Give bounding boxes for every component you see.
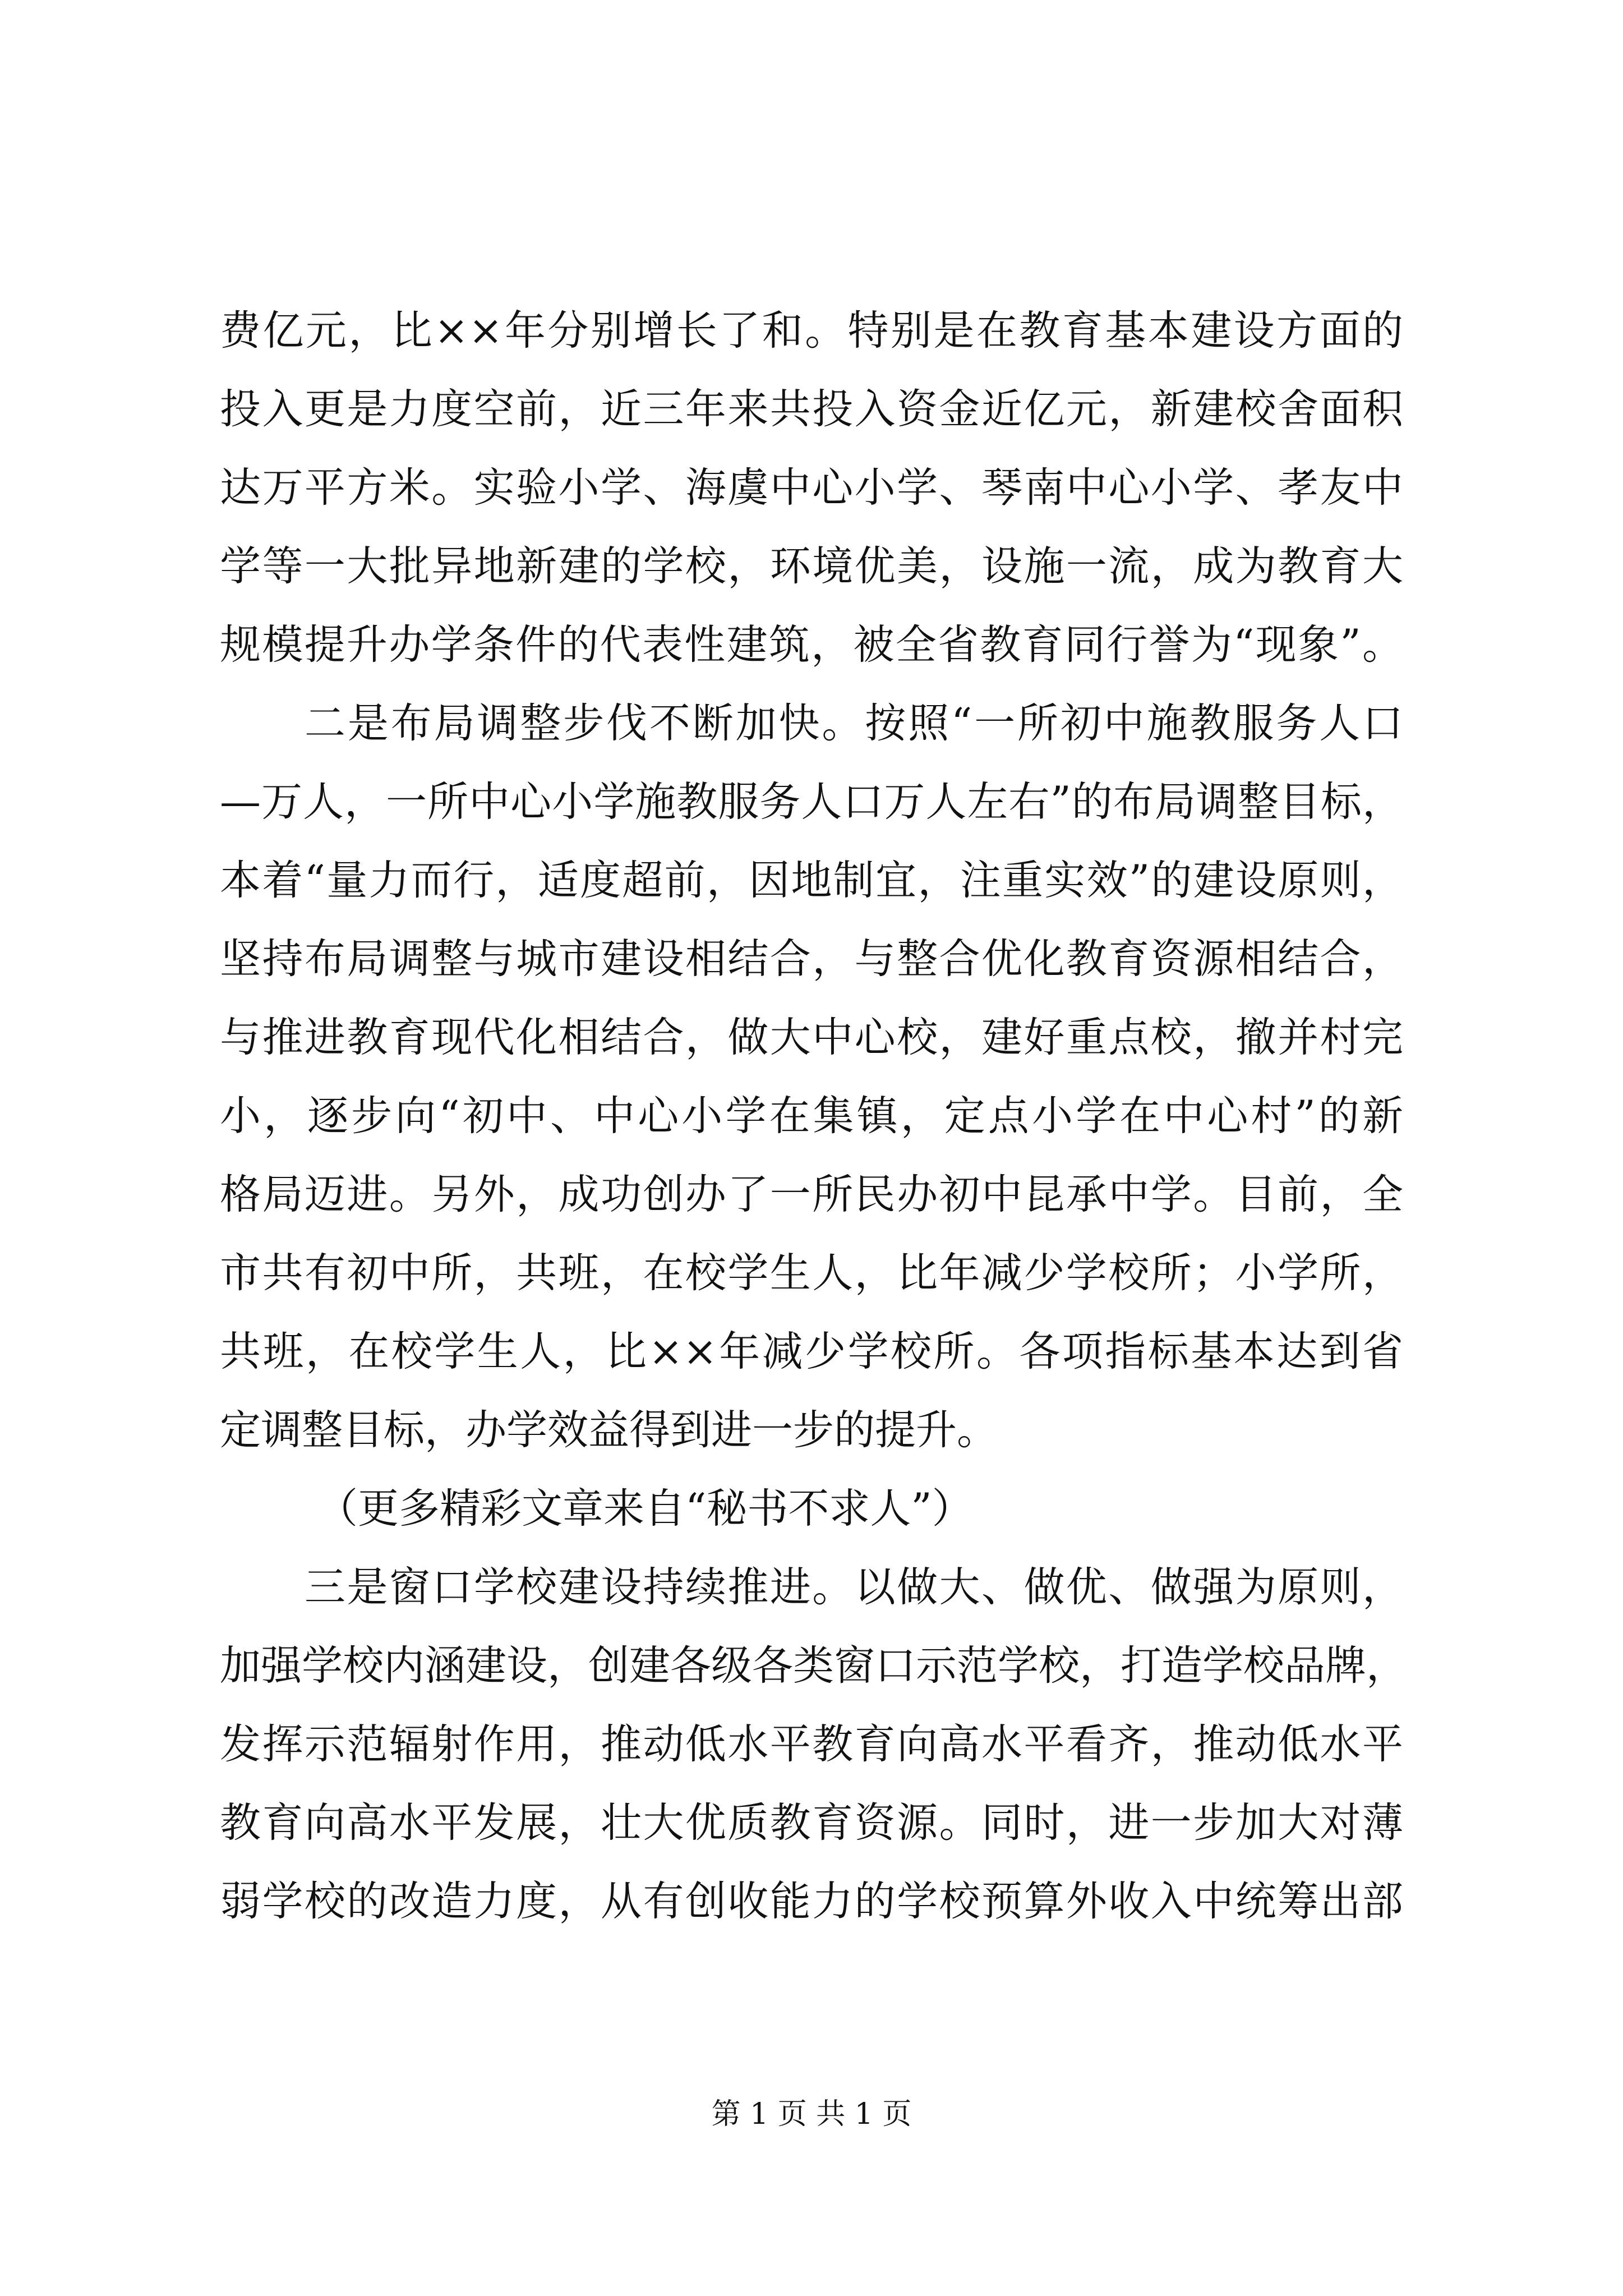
paragraph-1-line-3: 达万平方米。实验小学、海虞中心小学、琴南中心小学、孝友中 [220,464,1403,512]
paragraph-3-line-5: 弱学校的改造力度，从有创收能力的学校预算外收入中统筹出部 [220,1878,1403,1925]
paragraph-1-line-2: 投入更是力度空前，近三年来共投入资金近亿元，新建校舍面积 [220,385,1403,433]
paragraph-2-line-1: 二是布局调整步伐不断加快。按照“一所初中施教服务人口 [305,700,1403,747]
source-note: （更多精彩文章来自“秘书不求人”） [317,1485,973,1533]
paragraph-2-line-4: 坚持布局调整与城市建设相结合，与整合优化教育资源相结合， [220,935,1403,983]
paragraph-3-line-1: 三是窗口学校建设持续推进。以做大、做优、做强为原则， [305,1563,1403,1611]
paragraph-1-line-5: 规模提升办学条件的代表性建筑，被全省教育同行誉为“现象”。 [220,621,1403,669]
paragraph-2-line-9: 共班，在校学生人，比××年减少学校所。各项指标基本达到省 [220,1328,1403,1375]
paragraph-2-line-2: —万人，一所中心小学施教服务人口万人左右”的布局调整目标， [220,778,1403,826]
paragraph-2-line-8: 市共有初中所，共班，在校学生人，比年减少学校所；小学所， [220,1249,1403,1297]
paragraph-2-line-7: 格局迈进。另外，成功创办了一所民办初中昆承中学。目前，全 [220,1171,1403,1218]
paragraph-3-line-3: 发挥示范辐射作用，推动低水平教育向高水平看齐，推动低水平 [220,1720,1403,1768]
paragraph-3-line-4: 教育向高水平发展，壮大优质教育资源。同时，进一步加大对薄 [220,1799,1403,1847]
paragraph-1-line-1: 费亿元，比××年分别增长了和。特别是在教育基本建设方面的 [220,307,1403,355]
paragraph-3-line-2: 加强学校内涵建设，创建各级各类窗口示范学校，打造学校品牌， [220,1642,1407,1690]
page-footer: 第 1 页 共 1 页 [711,2097,912,2131]
paragraph-2-line-5: 与推进教育现代化相结合，做大中心校，建好重点校，撤并村完 [220,1014,1403,1061]
paragraph-2-line-6: 小，逐步向“初中、中心小学在集镇，定点小学在中心村”的新 [220,1092,1403,1140]
paragraph-2-line-3: 本着“量力而行，适度超前，因地制宜，注重实效”的建设原则， [220,857,1403,904]
paragraph-1-line-4: 学等一大批异地新建的学校，环境优美，设施一流，成为教育大 [220,542,1403,590]
paragraph-2-line-10: 定调整目标，办学效益得到进一步的提升。 [220,1406,998,1454]
